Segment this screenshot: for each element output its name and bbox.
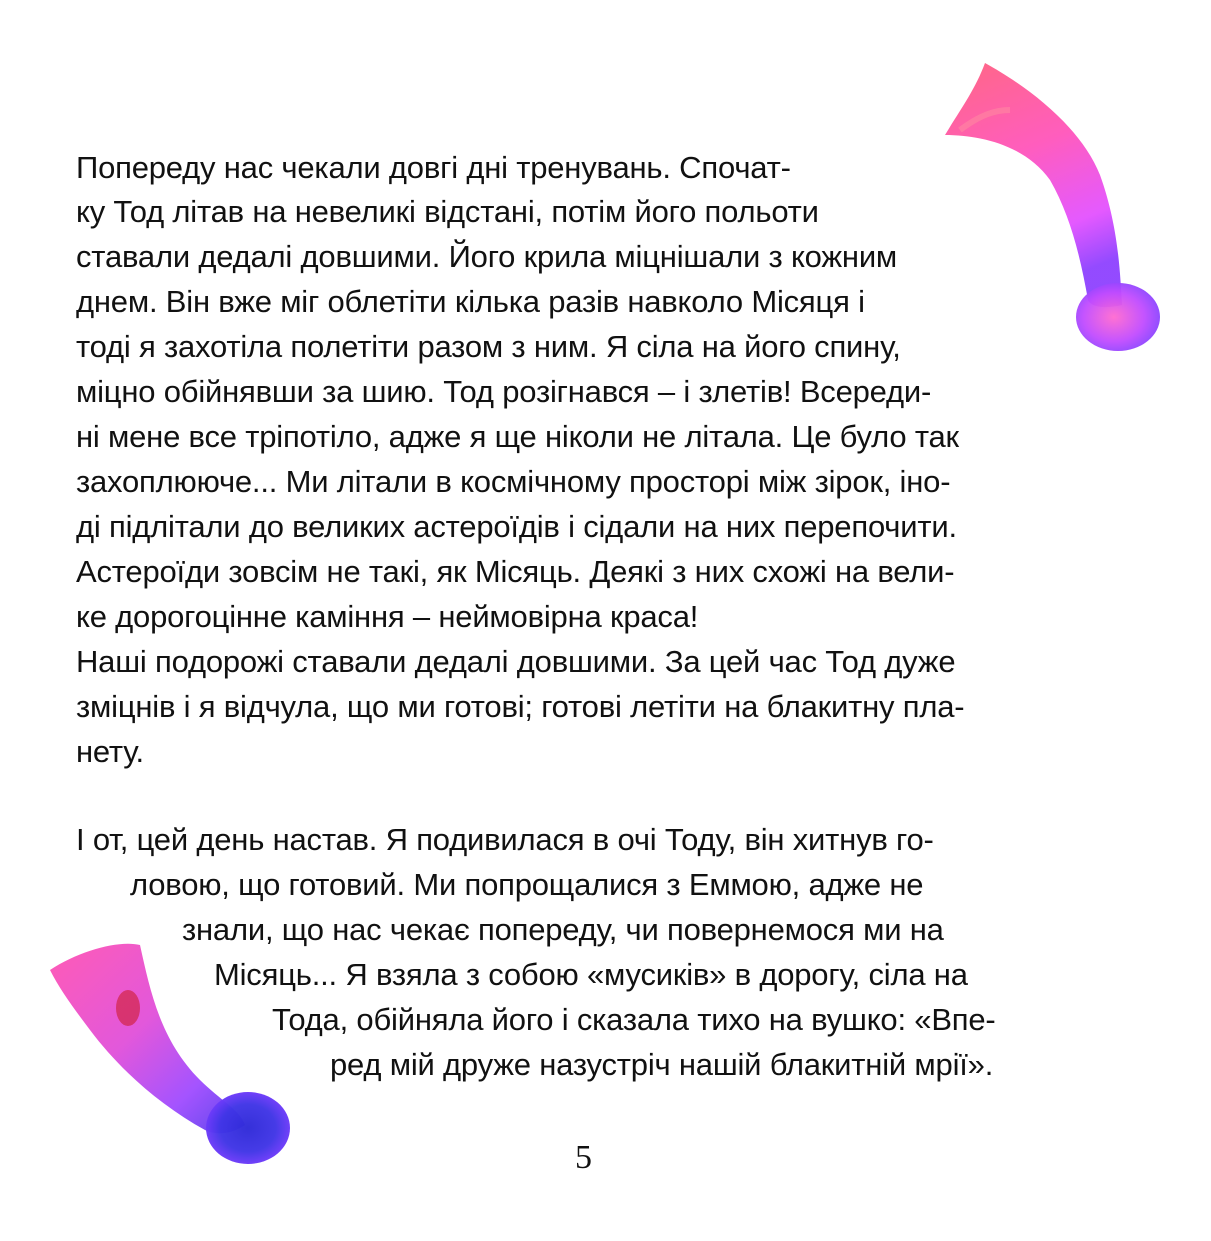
text-line: нету.: [76, 734, 144, 769]
text-line: Місяць... Я взяла з собою «мусиків» в дорогу, сіла на: [214, 957, 968, 992]
text-line: Наші подорожі ставали дедалі довшими. За цей час Тод дуже: [76, 644, 956, 679]
text-line: І от, цей день настав. Я подивилася в очі Тоду, він хитнув го-: [76, 822, 934, 857]
text-line: днем. Він вже міг облетіти кілька разів навколо Місяця і: [76, 284, 865, 319]
text-line: ні мене все тріпотіло, адже я ще ніколи не літала. Це було так: [76, 419, 959, 454]
text-line: ред мій друже назустріч нашій блакитній мрії».: [330, 1047, 994, 1082]
text-line: Тода, обійняла його і сказала тихо на вушко: «Впе-: [272, 1002, 996, 1037]
text-line: ловою, що готовий. Ми попрощалися з Еммою, адже не: [130, 867, 924, 902]
pink-paint-stroke-icon: [930, 55, 1160, 355]
text-line: ку Тод літав на невеликі відстані, потім його польоти: [76, 194, 819, 229]
text-line: тоді я захотіла полетіти разом з ним. Я сіла на його спину,: [76, 329, 901, 364]
text-line: міцно обійнявши за шию. Тод розігнався – і злетів! Всереди-: [76, 374, 932, 409]
text-line: захоплююче... Ми літали в космічному просторі між зірок, іно-: [76, 464, 951, 499]
text-line: Попереду нас чекали довгі дні тренувань. Спочат-: [76, 150, 791, 185]
text-line: знали, що нас чекає попереду, чи повернемося ми на: [182, 912, 944, 947]
text-line: зміцнів і я відчула, що ми готові; готові летіти на блакитну пла-: [76, 689, 965, 724]
text-line: ке дорогоцінне каміння – неймовірна краса!: [76, 599, 699, 634]
page-number: 5: [575, 1139, 592, 1176]
text-line: Астероїди зовсім не такі, як Місяць. Деякі з них схожі на вели-: [76, 554, 955, 589]
text-line: ді підлітали до великих астероїдів і сідали на них перепочити.: [76, 509, 957, 544]
text-line: ставали дедалі довшими. Його крила міцнішали з кожним: [76, 239, 898, 274]
